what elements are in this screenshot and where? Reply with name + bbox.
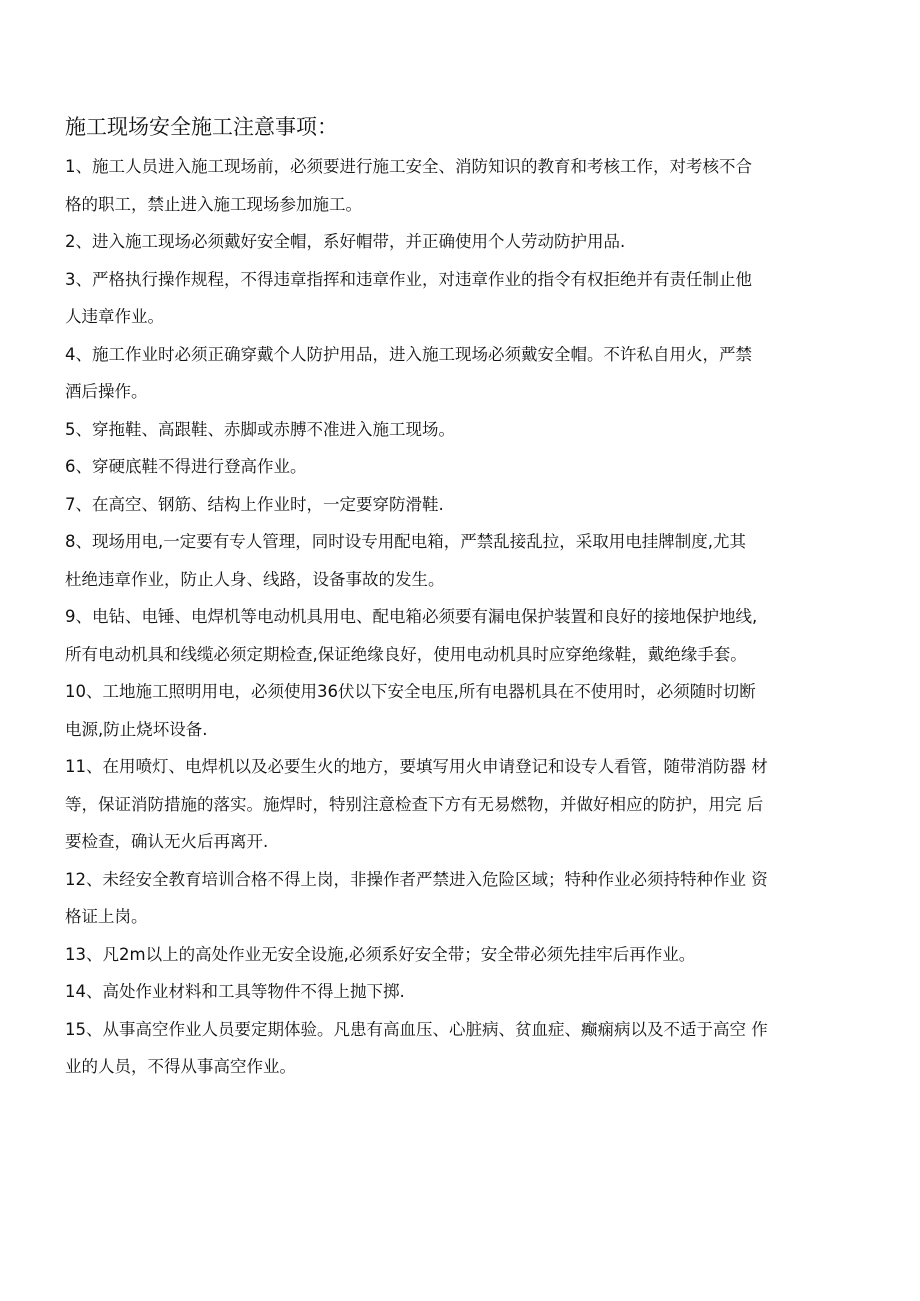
item-10-line-1: 10、工地施工照明用电，必须使用36伏以下安全电压,所有电器机具在不使用时，必须随时切断: [65, 682, 756, 701]
list-item: [65, 973, 865, 1011]
item-11-line-2: 等，保证消防措施的落实。施焊时，特别注意检查下方有无易燃物，并做好相应的防护，用完 后: [65, 794, 764, 814]
item-6-line-1: 6、穿硬底鞋不得进行登高作业。: [65, 457, 307, 476]
list-item: [65, 261, 865, 336]
item-8-line-1: 8、现场用电,一定要有专人管理，同时设专用配电箱，严禁乱接乱拉，采取用电挂牌制度,尤其: [65, 532, 746, 551]
list-item: [65, 861, 865, 936]
item-3-line-2: 人违章作业。: [65, 307, 164, 326]
list-item: [65, 673, 865, 748]
item-12-line-2: 格证上岗。: [65, 907, 148, 926]
list-item: [65, 523, 865, 598]
list-item: [65, 336, 865, 411]
item-2-line-1: 2、进入施工现场必须戴好安全帽，系好帽带，并正确使用个人劳动防护用品.: [65, 232, 626, 251]
item-11-line-1: 11、在用喷灯、电焊机以及必要生火的地方，要填写用火申请登记和设专人看管，随带消防器 材: [65, 757, 768, 776]
item-9-line-1: 9、电钻、电锤、电焊机等电动机具用电、配电箱必须要有漏电保护装置和良好的接地保护地线,: [65, 607, 758, 626]
item-1-line-2: 格的职工，禁止进入施工现场参加施工。: [65, 194, 362, 214]
item-14-line-1: 14、高处作业材料和工具等物件不得上抛下掷.: [65, 982, 405, 1001]
item-15-line-1: 15、从事高空作业人员要定期体验。凡患有高血压、心脏病、贫血症、癫痫病以及不适于高空 作: [65, 1019, 768, 1039]
item-11-line-3: 要检查，确认无火后再离开.: [65, 832, 269, 851]
document-title: 施工现场安全施工注意事项：: [65, 115, 338, 139]
list-item: [65, 598, 865, 673]
item-4-line-1: 4、施工作业时必须正确穿戴个人防护用品，进入施工现场必须戴安全帽。不许私自用火，严禁: [65, 344, 752, 364]
list-item: [65, 223, 865, 261]
item-1-line-1: 1、施工人员进入施工现场前，必须要进行施工安全、消防知识的教育和考核工作，对考核不合: [65, 157, 752, 176]
safety-rules-list: [65, 148, 865, 1086]
item-9-line-2: 所有电动机具和线缆必须定期检查,保证绝缘良好，使用电动机具时应穿绝缘鞋，戴绝缘手套。: [65, 644, 747, 664]
item-4-line-2: 酒后操作。: [65, 382, 148, 401]
list-item: [65, 486, 865, 524]
item-7-line-1: 7、在高空、钢筋、结构上作业时，一定要穿防滑鞋.: [65, 494, 444, 514]
list-item: [65, 411, 865, 449]
item-15-line-2: 业的人员，不得从事高空作业。: [65, 1057, 296, 1076]
list-item: [65, 448, 865, 486]
item-8-line-2: 杜绝违章作业，防止人身、线路，设备事故的发生。: [65, 569, 445, 589]
list-item: [65, 148, 865, 223]
item-13-line-1: 13、凡2m以上的高处作业无安全设施,必须系好安全带；安全带必须先挂牢后再作业。: [65, 944, 696, 964]
item-3-line-1: 3、严格执行操作规程，不得违章指挥和违章作业，对违章作业的指令有权拒绝并有责任制止他: [65, 269, 752, 289]
item-10-line-2: 电源,防止烧坏设备.: [65, 719, 208, 739]
document-page: [65, 112, 865, 1086]
item-12-line-1: 12、未经安全教育培训合格不得上岗，非操作者严禁进入危险区域；特种作业必须持特种作业 资: [65, 869, 768, 889]
list-item: [65, 1011, 865, 1086]
list-item: [65, 748, 865, 861]
list-item: [65, 936, 865, 974]
item-5-line-1: 5、穿拖鞋、高跟鞋、赤脚或赤膊不准进入施工现场。: [65, 419, 455, 439]
